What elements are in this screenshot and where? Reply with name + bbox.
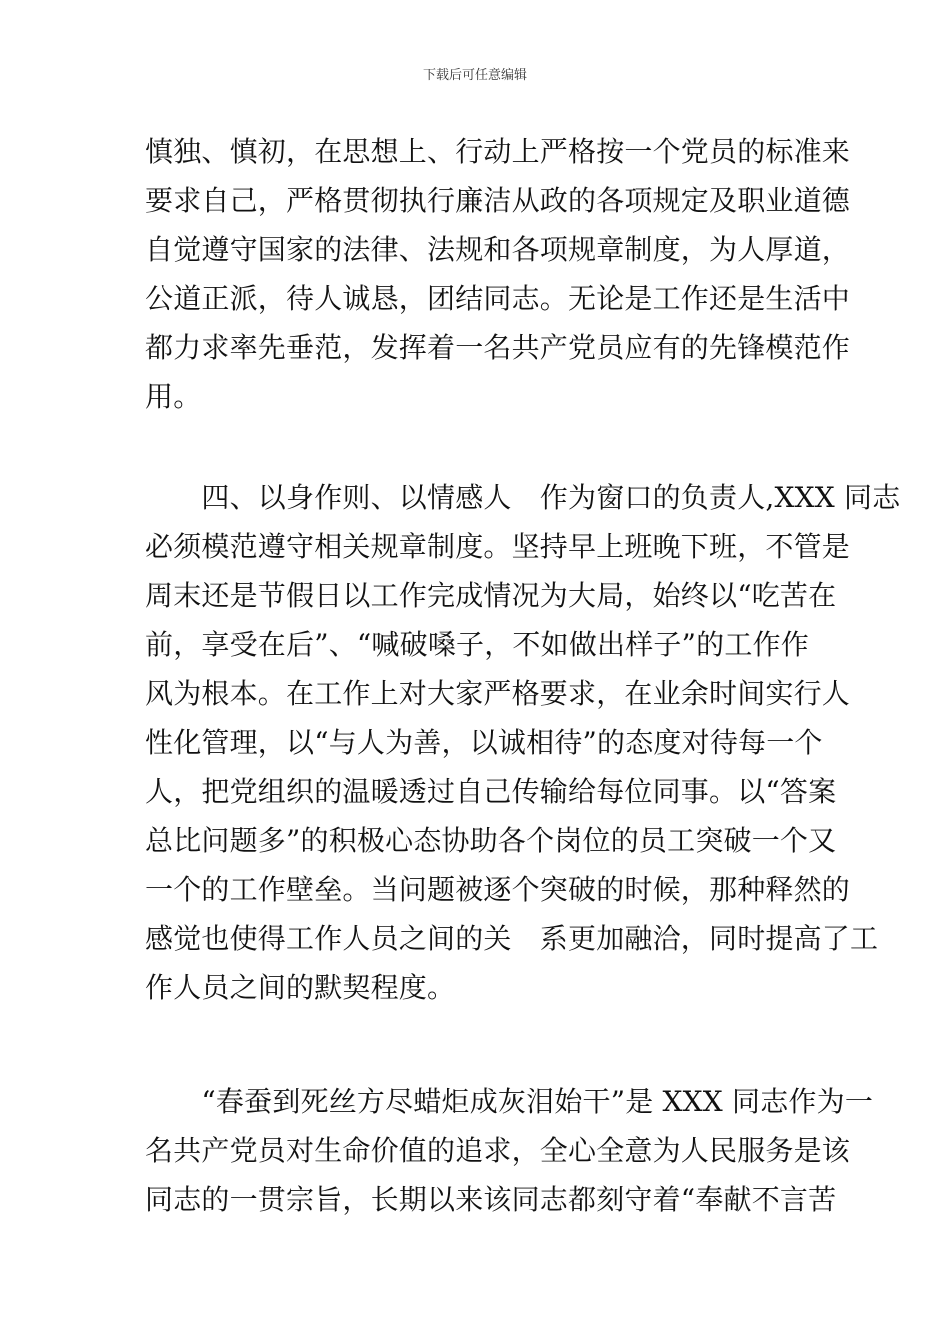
paragraph-3: [145, 1077, 874, 1224]
text-line: 周末还是节假日以工作完成情况为大局，始终以“吃苦在: [145, 579, 837, 612]
text-line: 必须模范遵守相关规章制度。坚持早上班晚下班，不管是: [145, 530, 851, 563]
text-line: 同志的一贯宗旨，长期以来该同志都刻守着“奉献不言苦: [145, 1183, 837, 1216]
text-line: 用。: [145, 380, 202, 413]
text-line: 作人员之间的默契程度。: [145, 971, 456, 1004]
text-line: 要求自己，严格贯彻执行廉洁从政的各项规定及职业道德: [145, 184, 851, 217]
paragraph-1: [145, 127, 851, 421]
text-line: 感觉也使得工作人员之间的关 系更加融洽，同时提高了工: [145, 922, 879, 955]
text-line: 四、以身作则、以情感人 作为窗口的负责人,XXX 同志: [145, 481, 901, 514]
text-line: 人，把党组织的温暖透过自己传输给每位同事。以“答案: [145, 775, 837, 808]
text-line: 都力求率先垂范，发挥着一名共产党员应有的先锋模范作: [145, 331, 851, 364]
text-line: 公道正派，待人诚恳，团结同志。无论是工作还是生活中: [145, 282, 851, 315]
text-line: 名共产党员对生命价值的追求，全心全意为人民服务是该: [145, 1134, 851, 1167]
text-line: “春蚕到死丝方尽蜡炬成灰泪始干”是 XXX 同志作为一: [145, 1085, 874, 1118]
text-line: 自觉遵守国家的法律、法规和各项规章制度，为人厚道，: [145, 233, 851, 266]
text-line: 总比问题多”的积极心态协助各个岗位的员工突破一个又: [145, 824, 837, 857]
text-line: 一个的工作壁垒。当问题被逐个突破的时候，那种释然的: [145, 873, 851, 906]
text-line: 风为根本。在工作上对大家严格要求，在业余时间实行人: [145, 677, 851, 710]
text-line: 前，享受在后”、“喊破嗓子，不如做出样子”的工作作: [145, 628, 809, 661]
page-header: 下载后可任意编辑: [422, 68, 527, 83]
paragraph-2: [145, 473, 901, 1012]
text-line: 性化管理，以“与人为善，以诚相待”的态度对待每一个: [145, 726, 823, 759]
text-line: 慎独、慎初，在思想上、行动上严格按一个党员的标准来: [145, 135, 851, 168]
